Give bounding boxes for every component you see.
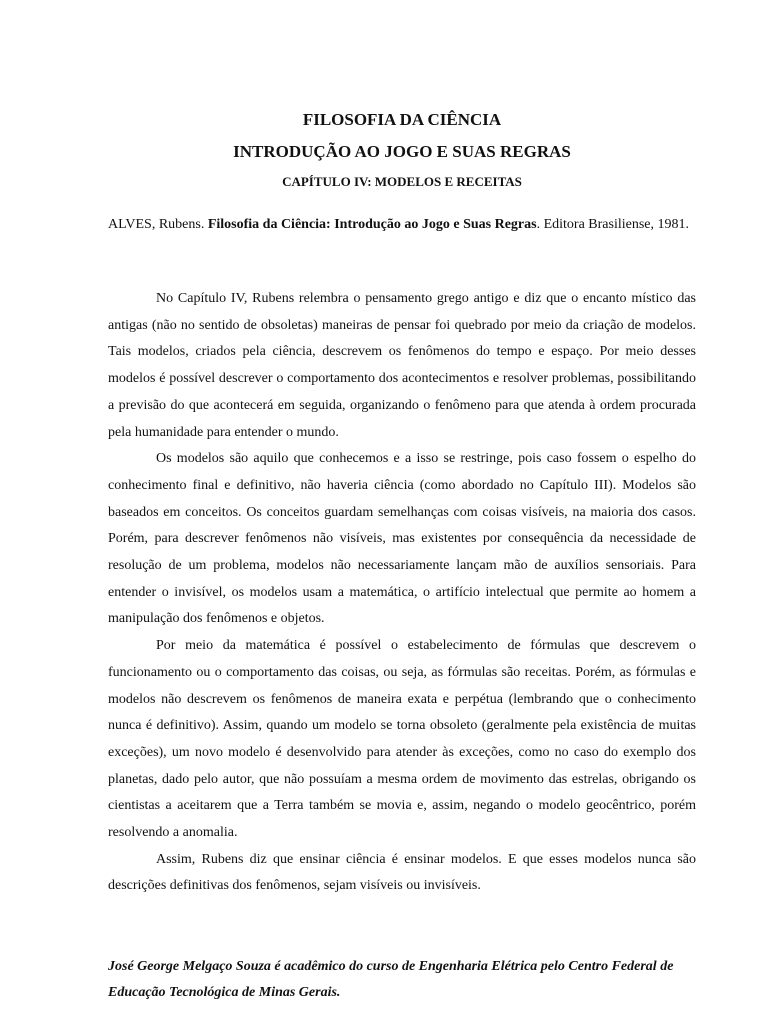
citation-publisher: . Editora Brasiliense, 1981.	[536, 217, 689, 232]
document-page	[108, 0, 696, 1024]
paragraph-2: Os modelos são aquilo que conhecemos e a isso se restringe, pois caso fossem o espelho do conhecimento final e definitivo, não haveria ciência (como abordado no Capítulo III). Modelos são baseados em conceitos. Os conceitos guardam semelhanças com coisas visíveis, na maioria dos casos. Porém, para descrever fenômenos não visíveis, mas existentes por consequência da necessidade de resolução de um problema, modelos não necessariamente lançam mão de auxílios sensoriais. Para entender o invisível, os modelos usam a matemática, o artifício intelectual que permite ao homem a manipulação dos fenômenos e objetos.	[108, 451, 696, 627]
paragraph-1: No Capítulo IV, Rubens relembra o pensamento grego antigo e diz que o encanto místico das antigas (não no sentido de obsoletas) maneiras de pensar foi quebrado por meio da criação de modelos. Tais modelos, criados pela ciência, descrevem os fenômenos do tempo e espaço. Por meio desses modelos é possível descrever o comportamento dos acontecimentos e resolver problemas, possibilitando a previsão do que acontecerá em seguida, organizando o fenômeno para que atenda à ordem procurada pela humanidade para entender o mundo.	[108, 291, 696, 440]
citation-author: ALVES, Rubens.	[108, 217, 208, 232]
author-note: José George Melgaço Souza é acadêmico do curso de Engenharia Elétrica pelo Centro Federal de Educação Tecnológica de Minas Gerais.	[108, 959, 674, 1000]
document-title: FILOSOFIA DA CIÊNCIA	[302, 110, 502, 129]
paragraph-3: Por meio da matemática é possível o estabelecimento de fórmulas que descrevem o funcionamento ou o comportamento das coisas, ou seja, as fórmulas são receitas. Porém, as fórmulas e modelos não descrevem os fenômenos de maneira exata e perpétua (lembrando que o conhecimento nunca é definitivo). Assim, quando um modelo se torna obsoleto (geralmente pela existência de muitas exceções), um novo modelo é desenvolvido para atender às exceções, como no caso do exemplo dos planetas, dado pelo autor, que não possuíam a mesma ordem de movimento das estrelas, obrigando os cientistas a aceitarem que a Terra também se movia e, assim, negando o modelo geocêntrico, porém resolvendo a anomalia.	[108, 638, 696, 841]
body-text	[108, 286, 696, 900]
bibliographic-citation	[108, 216, 696, 233]
citation-book-title: Filosofia da Ciência: Introdução ao Jogo e Suas Regras	[207, 217, 537, 232]
paragraph-4: Assim, Rubens diz que ensinar ciência é ensinar modelos. E que esses modelos nunca são descrições definitivas dos fenômenos, sejam visíveis ou invisíveis.	[108, 851, 696, 894]
chapter-heading: CAPÍTULO IV: MODELOS E RECEITAS	[282, 174, 522, 189]
document-subtitle: INTRODUÇÃO AO JOGO E SUAS REGRAS	[233, 142, 571, 161]
